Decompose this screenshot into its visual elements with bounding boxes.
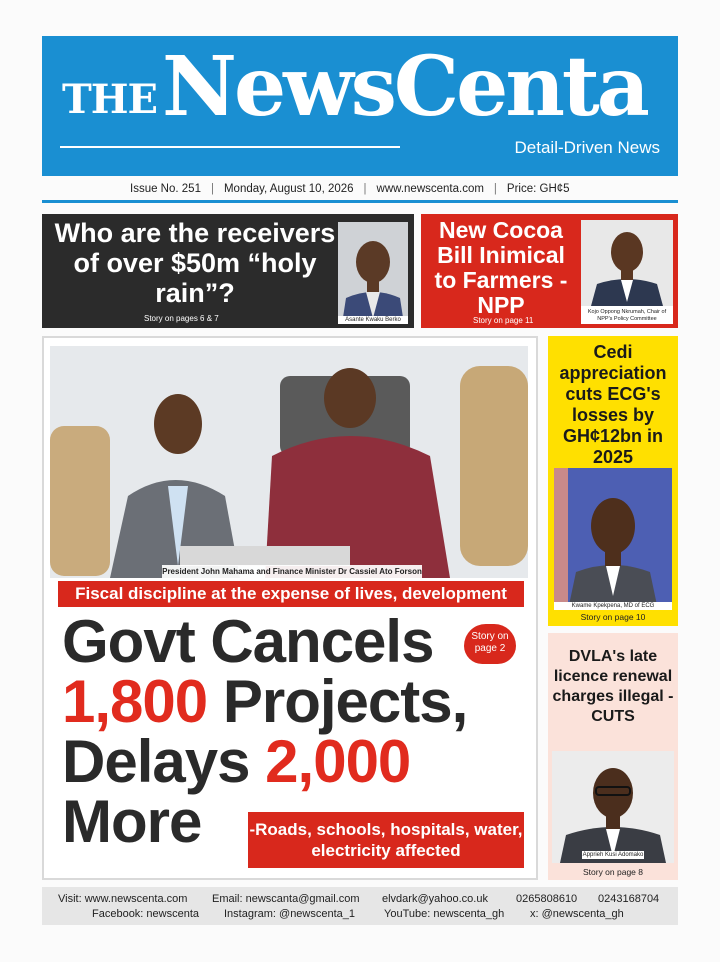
top-story-headline: New Cocoa Bill Inimical to Farmers - NPP [434, 217, 568, 318]
person-icon [552, 751, 674, 863]
headline-line-1: Govt Cancels [62, 608, 434, 675]
portrait-photo [552, 751, 674, 863]
side-story-cedi[interactable] [548, 336, 678, 626]
main-story-subhead: -Roads, schools, hospitals, water, electricity affected [248, 812, 524, 868]
main-story-kicker: Fiscal discipline at the expense of lives, development [58, 581, 524, 607]
photo-caption: Kojo Oppong Nkrumah, Chair of NPP's Policy Committee [587, 309, 667, 322]
footer-instagram[interactable]: Instagram: @newscenta_1 [224, 908, 356, 920]
issue-number: Issue No. 251 [130, 182, 201, 195]
top-story-cocoa-bill[interactable] [421, 214, 678, 328]
headline-line-4: More [62, 788, 202, 855]
headline-line-2: 1,800 Projects, [62, 668, 468, 735]
masthead-title: NewsCenta [162, 39, 647, 135]
side-story-headline: DVLA's late licence renewal charges illegal - CUTS [552, 648, 674, 725]
footer-website[interactable]: Visit: www.newscenta.com [58, 893, 188, 905]
issue-info-bar [42, 177, 678, 203]
contact-footer [42, 887, 678, 925]
top-story-headline: Who are the receivers of over $50m “holy rain”? [54, 218, 336, 308]
side-story-headline: Cedi appreciation cuts ECG's losses by GH¢12bn in 2025 [559, 342, 667, 467]
meeting-photo-icon [50, 346, 528, 578]
story-ref: Story on page 8 [582, 867, 643, 877]
main-photo-caption: President John Mahama and Finance Minister Dr Cassiel Ato Forson [162, 567, 422, 576]
photo-caption: Kwame Kpekpena, MD of ECG [554, 602, 672, 610]
footer-x[interactable]: x: @newscenta_gh [530, 908, 624, 920]
portrait-photo [338, 222, 408, 324]
photo-caption: Asante Kwaku Berko [338, 316, 408, 324]
footer-youtube[interactable]: YouTube: newscenta_gh [384, 908, 505, 920]
masthead [42, 36, 678, 176]
footer-phone-1: 0265808610 [516, 893, 578, 905]
portrait-photo [554, 468, 672, 610]
story-page-badge: Story on page 2 [464, 624, 516, 664]
story-ref: Story on page 11 [473, 316, 534, 325]
person-icon [554, 468, 672, 610]
issue-date: Monday, August 10, 2026 [223, 182, 354, 195]
footer-phone-2: 0243168704 [598, 893, 660, 905]
main-story-photo [50, 346, 528, 578]
person-icon [581, 220, 673, 306]
masthead-the: THE [62, 76, 158, 123]
photo-caption: Apprieh Kusi Adomako [582, 852, 644, 858]
person-icon [338, 222, 408, 324]
footer-email[interactable]: Email: newscanta@gmail.com [212, 893, 360, 905]
separator: | [363, 182, 367, 195]
headline-line-3: Delays 2,000 [62, 728, 411, 795]
website-link[interactable]: www.newscenta.com [376, 182, 484, 195]
portrait-photo [581, 220, 673, 324]
separator: | [210, 182, 214, 195]
masthead-tagline: Detail-Driven News [514, 138, 660, 157]
separator: | [493, 182, 497, 195]
footer-email-2[interactable]: elvdark@yahoo.co.uk [382, 893, 488, 905]
story-ref: Story on pages 6 & 7 [144, 314, 219, 323]
masthead-rule [60, 146, 400, 148]
footer-facebook[interactable]: Facebook: newscenta [92, 908, 200, 920]
side-story-dvla[interactable] [548, 633, 678, 880]
story-ref: Story on page 10 [580, 612, 646, 622]
price: Price: GH¢5 [506, 182, 570, 195]
top-story-holy-rain[interactable] [42, 214, 414, 328]
